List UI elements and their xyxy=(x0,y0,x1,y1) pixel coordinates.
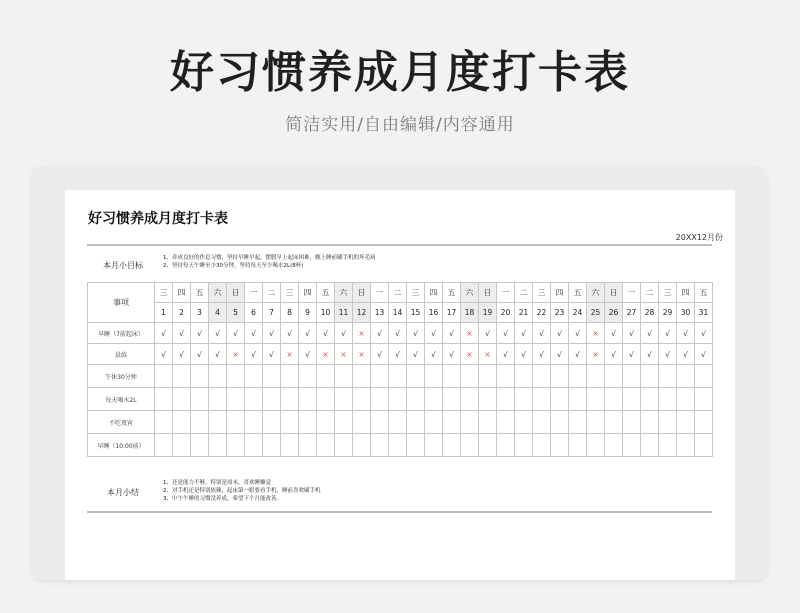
day-cell: 13 xyxy=(371,303,389,323)
day-cell: 15 xyxy=(407,303,425,323)
check-mark[interactable]: √ xyxy=(155,323,173,344)
weekday-cell: 四 xyxy=(677,283,695,303)
empty-mark-cell[interactable] xyxy=(389,365,407,388)
check-mark[interactable]: √ xyxy=(335,323,353,344)
summary-line: 1、还是能力不够，特别是周末，喜欢睡懒觉 xyxy=(163,480,272,486)
check-mark[interactable]: √ xyxy=(371,323,389,344)
empty-mark-cell[interactable] xyxy=(569,388,587,411)
check-mark[interactable]: √ xyxy=(407,344,425,365)
weekday-cell: 二 xyxy=(389,283,407,303)
weekday-cell: 三 xyxy=(407,283,425,303)
empty-mark-cell[interactable] xyxy=(479,388,497,411)
day-cell: 29 xyxy=(659,303,677,323)
empty-mark-cell[interactable] xyxy=(551,365,569,388)
day-cell: 19 xyxy=(479,303,497,323)
check-mark[interactable]: √ xyxy=(155,344,173,365)
check-mark[interactable]: √ xyxy=(497,344,515,365)
day-cell: 20 xyxy=(497,303,515,323)
day-cell: 18 xyxy=(461,303,479,323)
goal-label: 本月小目标 xyxy=(103,261,143,270)
empty-mark-cell[interactable] xyxy=(533,388,551,411)
empty-mark-cell[interactable] xyxy=(695,434,713,457)
empty-mark-cell[interactable] xyxy=(299,388,317,411)
preview-card xyxy=(32,166,767,580)
empty-mark-cell[interactable] xyxy=(641,434,659,457)
empty-mark-cell[interactable] xyxy=(677,434,695,457)
weekday-cell: 五 xyxy=(569,283,587,303)
empty-mark-cell[interactable] xyxy=(173,434,191,457)
empty-mark-cell[interactable] xyxy=(299,434,317,457)
weekday-cell: 二 xyxy=(263,283,281,303)
habit-row xyxy=(88,365,713,388)
weekday-cell: 四 xyxy=(173,283,191,303)
habit-label: 晨练 xyxy=(88,344,155,365)
empty-mark-cell[interactable] xyxy=(515,411,533,434)
habit-row xyxy=(88,388,713,411)
item-header: 事项 xyxy=(88,283,155,323)
summary-text xyxy=(163,479,321,503)
empty-mark-cell[interactable] xyxy=(353,434,371,457)
miss-mark[interactable]: × xyxy=(335,344,353,365)
check-mark[interactable]: √ xyxy=(209,323,227,344)
empty-mark-cell[interactable] xyxy=(353,388,371,411)
empty-mark-cell[interactable] xyxy=(623,434,641,457)
check-mark[interactable]: √ xyxy=(551,323,569,344)
check-mark[interactable]: √ xyxy=(515,323,533,344)
empty-mark-cell[interactable] xyxy=(191,365,209,388)
miss-mark[interactable]: × xyxy=(353,344,371,365)
day-cell: 25 xyxy=(587,303,605,323)
weekday-cell: 四 xyxy=(299,283,317,303)
empty-mark-cell[interactable] xyxy=(425,411,443,434)
empty-mark-cell[interactable] xyxy=(263,434,281,457)
check-mark[interactable]: √ xyxy=(389,323,407,344)
empty-mark-cell[interactable] xyxy=(317,434,335,457)
empty-mark-cell[interactable] xyxy=(317,388,335,411)
weekday-cell: 二 xyxy=(515,283,533,303)
weekday-cell: 五 xyxy=(317,283,335,303)
day-cell: 22 xyxy=(533,303,551,323)
empty-mark-cell[interactable] xyxy=(497,434,515,457)
check-mark[interactable]: √ xyxy=(641,344,659,365)
weekday-cell: 一 xyxy=(497,283,515,303)
day-cell: 14 xyxy=(389,303,407,323)
check-mark[interactable]: √ xyxy=(551,344,569,365)
check-mark[interactable]: √ xyxy=(425,344,443,365)
check-mark[interactable]: √ xyxy=(479,323,497,344)
day-cell: 7 xyxy=(263,303,281,323)
empty-mark-cell[interactable] xyxy=(623,365,641,388)
weekday-cell: 日 xyxy=(353,283,371,303)
empty-mark-cell[interactable] xyxy=(227,434,245,457)
check-mark[interactable]: √ xyxy=(605,344,623,365)
empty-mark-cell[interactable] xyxy=(695,411,713,434)
empty-mark-cell[interactable] xyxy=(173,365,191,388)
empty-mark-cell[interactable] xyxy=(479,365,497,388)
empty-mark-cell[interactable] xyxy=(515,365,533,388)
check-mark[interactable]: √ xyxy=(191,344,209,365)
divider-top xyxy=(87,244,712,246)
empty-mark-cell[interactable] xyxy=(695,365,713,388)
day-cell: 23 xyxy=(551,303,569,323)
empty-mark-cell[interactable] xyxy=(641,388,659,411)
empty-mark-cell[interactable] xyxy=(659,434,677,457)
miss-mark[interactable]: × xyxy=(587,344,605,365)
empty-mark-cell[interactable] xyxy=(281,434,299,457)
empty-mark-cell[interactable] xyxy=(443,411,461,434)
empty-mark-cell[interactable] xyxy=(209,365,227,388)
day-cell: 9 xyxy=(299,303,317,323)
day-cell: 31 xyxy=(695,303,713,323)
check-mark[interactable]: √ xyxy=(299,344,317,365)
empty-mark-cell[interactable] xyxy=(155,411,173,434)
weekday-cell: 三 xyxy=(281,283,299,303)
empty-mark-cell[interactable] xyxy=(155,434,173,457)
check-mark[interactable]: √ xyxy=(659,344,677,365)
weekday-cell: 四 xyxy=(551,283,569,303)
weekday-cell: 三 xyxy=(155,283,173,303)
check-mark[interactable]: √ xyxy=(677,344,695,365)
check-mark[interactable]: √ xyxy=(263,344,281,365)
empty-mark-cell[interactable] xyxy=(317,411,335,434)
weekday-cell: 一 xyxy=(245,283,263,303)
empty-mark-cell[interactable] xyxy=(587,365,605,388)
day-cell: 24 xyxy=(569,303,587,323)
empty-mark-cell[interactable] xyxy=(407,411,425,434)
day-cell: 21 xyxy=(515,303,533,323)
check-mark[interactable]: √ xyxy=(443,344,461,365)
goal-line: 1、养成良好的作息习惯，坚持早睡早起，摆脱早上起床困难，晚上睡前刷手机的坏毛病 xyxy=(163,255,376,261)
empty-mark-cell[interactable] xyxy=(443,434,461,457)
weekday-cell: 一 xyxy=(371,283,389,303)
habit-label: 不吃夜宵 xyxy=(88,411,155,434)
empty-mark-cell[interactable] xyxy=(641,365,659,388)
sheet-page xyxy=(65,190,735,580)
empty-mark-cell[interactable] xyxy=(659,411,677,434)
empty-mark-cell[interactable] xyxy=(245,434,263,457)
day-cell: 17 xyxy=(443,303,461,323)
empty-mark-cell[interactable] xyxy=(155,365,173,388)
hero-title: 好习惯养成月度打卡表 xyxy=(170,47,630,98)
empty-mark-cell[interactable] xyxy=(281,411,299,434)
empty-mark-cell[interactable] xyxy=(623,388,641,411)
empty-mark-cell[interactable] xyxy=(695,388,713,411)
empty-mark-cell[interactable] xyxy=(281,365,299,388)
summary-line: 2、对手机还是特别依赖，起床第一眼要看手机，睡前喜欢刷手机 xyxy=(163,488,321,494)
weekday-cell: 六 xyxy=(587,283,605,303)
weekday-cell: 五 xyxy=(695,283,713,303)
check-mark[interactable]: √ xyxy=(533,323,551,344)
empty-mark-cell[interactable] xyxy=(191,434,209,457)
weekday-cell: 二 xyxy=(641,283,659,303)
weekday-cell: 四 xyxy=(425,283,443,303)
habit-row xyxy=(88,323,713,344)
empty-mark-cell[interactable] xyxy=(263,365,281,388)
empty-mark-cell[interactable] xyxy=(263,388,281,411)
miss-mark[interactable]: × xyxy=(317,344,335,365)
day-cell: 11 xyxy=(335,303,353,323)
empty-mark-cell[interactable] xyxy=(353,411,371,434)
empty-mark-cell[interactable] xyxy=(533,434,551,457)
empty-mark-cell[interactable] xyxy=(389,434,407,457)
empty-mark-cell[interactable] xyxy=(479,434,497,457)
empty-mark-cell[interactable] xyxy=(425,388,443,411)
check-mark[interactable]: √ xyxy=(515,344,533,365)
check-mark[interactable]: √ xyxy=(425,323,443,344)
empty-mark-cell[interactable] xyxy=(461,411,479,434)
check-mark[interactable]: √ xyxy=(371,344,389,365)
check-mark[interactable]: √ xyxy=(443,323,461,344)
empty-mark-cell[interactable] xyxy=(425,434,443,457)
day-cell: 30 xyxy=(677,303,695,323)
empty-mark-cell[interactable] xyxy=(173,388,191,411)
empty-mark-cell[interactable] xyxy=(605,434,623,457)
habit-label: 早睡（10:00前） xyxy=(88,434,155,457)
empty-mark-cell[interactable] xyxy=(209,411,227,434)
empty-mark-cell[interactable] xyxy=(497,365,515,388)
empty-mark-cell[interactable] xyxy=(587,388,605,411)
empty-mark-cell[interactable] xyxy=(335,434,353,457)
empty-mark-cell[interactable] xyxy=(335,388,353,411)
hero-subtitle: 简洁实用/自由编辑/内容通用 xyxy=(285,115,515,135)
empty-mark-cell[interactable] xyxy=(191,388,209,411)
empty-mark-cell[interactable] xyxy=(551,434,569,457)
day-cell: 3 xyxy=(191,303,209,323)
empty-mark-cell[interactable] xyxy=(569,411,587,434)
weekday-cell: 五 xyxy=(191,283,209,303)
check-mark[interactable]: √ xyxy=(227,323,245,344)
empty-mark-cell[interactable] xyxy=(209,434,227,457)
empty-mark-cell[interactable] xyxy=(407,365,425,388)
weekday-cell: 六 xyxy=(461,283,479,303)
day-cell: 27 xyxy=(623,303,641,323)
check-mark[interactable]: √ xyxy=(623,323,641,344)
check-mark[interactable]: √ xyxy=(281,323,299,344)
empty-mark-cell[interactable] xyxy=(677,365,695,388)
check-mark[interactable]: √ xyxy=(263,323,281,344)
empty-mark-cell[interactable] xyxy=(461,365,479,388)
day-cell: 5 xyxy=(227,303,245,323)
empty-mark-cell[interactable] xyxy=(587,434,605,457)
goal-text xyxy=(163,254,376,270)
empty-mark-cell[interactable] xyxy=(641,411,659,434)
empty-mark-cell[interactable] xyxy=(533,365,551,388)
empty-mark-cell[interactable] xyxy=(191,411,209,434)
habit-row xyxy=(88,411,713,434)
empty-mark-cell[interactable] xyxy=(173,411,191,434)
empty-mark-cell[interactable] xyxy=(551,388,569,411)
empty-mark-cell[interactable] xyxy=(461,388,479,411)
habit-label: 午休30分钟 xyxy=(88,365,155,388)
empty-mark-cell[interactable] xyxy=(587,411,605,434)
weekday-cell: 日 xyxy=(227,283,245,303)
empty-mark-cell[interactable] xyxy=(299,365,317,388)
empty-mark-cell[interactable] xyxy=(443,365,461,388)
empty-mark-cell[interactable] xyxy=(623,411,641,434)
empty-mark-cell[interactable] xyxy=(209,388,227,411)
empty-mark-cell[interactable] xyxy=(425,365,443,388)
check-mark[interactable]: √ xyxy=(641,323,659,344)
check-mark[interactable]: √ xyxy=(605,323,623,344)
check-mark[interactable]: √ xyxy=(245,323,263,344)
weekday-cell: 六 xyxy=(335,283,353,303)
empty-mark-cell[interactable] xyxy=(605,365,623,388)
empty-mark-cell[interactable] xyxy=(569,434,587,457)
check-mark[interactable]: √ xyxy=(695,323,713,344)
miss-mark[interactable]: × xyxy=(461,344,479,365)
empty-mark-cell[interactable] xyxy=(479,411,497,434)
empty-mark-cell[interactable] xyxy=(515,434,533,457)
weekday-cell: 日 xyxy=(605,283,623,303)
empty-mark-cell[interactable] xyxy=(245,411,263,434)
weekday-cell: 五 xyxy=(443,283,461,303)
day-cell: 12 xyxy=(353,303,371,323)
empty-mark-cell[interactable] xyxy=(371,365,389,388)
empty-mark-cell[interactable] xyxy=(227,388,245,411)
habit-label: 每天喝水2L xyxy=(88,388,155,411)
weekday-cell: 一 xyxy=(623,283,641,303)
day-cell: 16 xyxy=(425,303,443,323)
day-cell: 8 xyxy=(281,303,299,323)
empty-mark-cell[interactable] xyxy=(569,365,587,388)
empty-mark-cell[interactable] xyxy=(515,388,533,411)
empty-mark-cell[interactable] xyxy=(407,388,425,411)
empty-mark-cell[interactable] xyxy=(659,365,677,388)
summary-label: 本月小结 xyxy=(107,488,139,497)
empty-mark-cell[interactable] xyxy=(551,411,569,434)
day-cell: 26 xyxy=(605,303,623,323)
habit-label: 早睡（7前起床） xyxy=(88,323,155,344)
empty-mark-cell[interactable] xyxy=(389,388,407,411)
sheet-title: 好习惯养成月度打卡表 xyxy=(88,211,228,227)
weekday-cell: 三 xyxy=(533,283,551,303)
check-mark[interactable]: √ xyxy=(623,344,641,365)
empty-mark-cell[interactable] xyxy=(245,365,263,388)
empty-mark-cell[interactable] xyxy=(317,365,335,388)
weekday-cell: 六 xyxy=(209,283,227,303)
empty-mark-cell[interactable] xyxy=(677,411,695,434)
check-mark[interactable]: √ xyxy=(497,323,515,344)
habit-row xyxy=(88,434,713,457)
month-label: 20XX12月份 xyxy=(675,233,723,242)
empty-mark-cell[interactable] xyxy=(227,365,245,388)
check-mark[interactable]: √ xyxy=(659,323,677,344)
empty-mark-cell[interactable] xyxy=(497,388,515,411)
empty-mark-cell[interactable] xyxy=(461,434,479,457)
empty-mark-cell[interactable] xyxy=(605,388,623,411)
check-mark[interactable]: √ xyxy=(245,344,263,365)
empty-mark-cell[interactable] xyxy=(371,411,389,434)
miss-mark[interactable]: × xyxy=(281,344,299,365)
miss-mark[interactable]: × xyxy=(587,323,605,344)
weekday-cell: 日 xyxy=(479,283,497,303)
empty-mark-cell[interactable] xyxy=(227,411,245,434)
divider-bottom xyxy=(87,511,712,513)
check-mark[interactable]: √ xyxy=(173,323,191,344)
day-cell: 2 xyxy=(173,303,191,323)
empty-mark-cell[interactable] xyxy=(659,388,677,411)
check-mark[interactable]: √ xyxy=(173,344,191,365)
check-mark[interactable]: √ xyxy=(569,323,587,344)
check-mark[interactable]: √ xyxy=(317,323,335,344)
day-cell: 10 xyxy=(317,303,335,323)
empty-mark-cell[interactable] xyxy=(335,411,353,434)
empty-mark-cell[interactable] xyxy=(371,388,389,411)
miss-mark[interactable]: × xyxy=(479,344,497,365)
empty-mark-cell[interactable] xyxy=(155,388,173,411)
check-mark[interactable]: √ xyxy=(209,344,227,365)
check-mark[interactable]: √ xyxy=(407,323,425,344)
weekday-cell: 三 xyxy=(659,283,677,303)
day-cell: 4 xyxy=(209,303,227,323)
empty-mark-cell[interactable] xyxy=(605,411,623,434)
goal-line: 2、坚持每天午睡至少30分钟，坚持每天至少喝水2L(8杯) xyxy=(163,263,304,269)
empty-mark-cell[interactable] xyxy=(677,388,695,411)
empty-mark-cell[interactable] xyxy=(497,411,515,434)
empty-mark-cell[interactable] xyxy=(407,434,425,457)
miss-mark[interactable]: × xyxy=(227,344,245,365)
empty-mark-cell[interactable] xyxy=(299,411,317,434)
miss-mark[interactable]: × xyxy=(353,323,371,344)
empty-mark-cell[interactable] xyxy=(281,388,299,411)
summary-line: 3、中午午睡的习惯没养成，希望下个月能改善。 xyxy=(163,496,283,502)
empty-mark-cell[interactable] xyxy=(353,365,371,388)
empty-mark-cell[interactable] xyxy=(389,411,407,434)
check-mark[interactable]: √ xyxy=(695,344,713,365)
empty-mark-cell[interactable] xyxy=(263,411,281,434)
day-cell: 1 xyxy=(155,303,173,323)
empty-mark-cell[interactable] xyxy=(335,365,353,388)
day-cell: 6 xyxy=(245,303,263,323)
empty-mark-cell[interactable] xyxy=(371,434,389,457)
habit-row xyxy=(88,344,713,365)
check-mark[interactable]: √ xyxy=(299,323,317,344)
checkin-table xyxy=(87,282,713,457)
day-cell: 28 xyxy=(641,303,659,323)
check-mark[interactable]: √ xyxy=(191,323,209,344)
check-mark[interactable]: √ xyxy=(677,323,695,344)
check-mark[interactable]: √ xyxy=(389,344,407,365)
check-mark[interactable]: √ xyxy=(569,344,587,365)
check-mark[interactable]: √ xyxy=(533,344,551,365)
empty-mark-cell[interactable] xyxy=(443,388,461,411)
empty-mark-cell[interactable] xyxy=(245,388,263,411)
miss-mark[interactable]: × xyxy=(461,323,479,344)
empty-mark-cell[interactable] xyxy=(533,411,551,434)
